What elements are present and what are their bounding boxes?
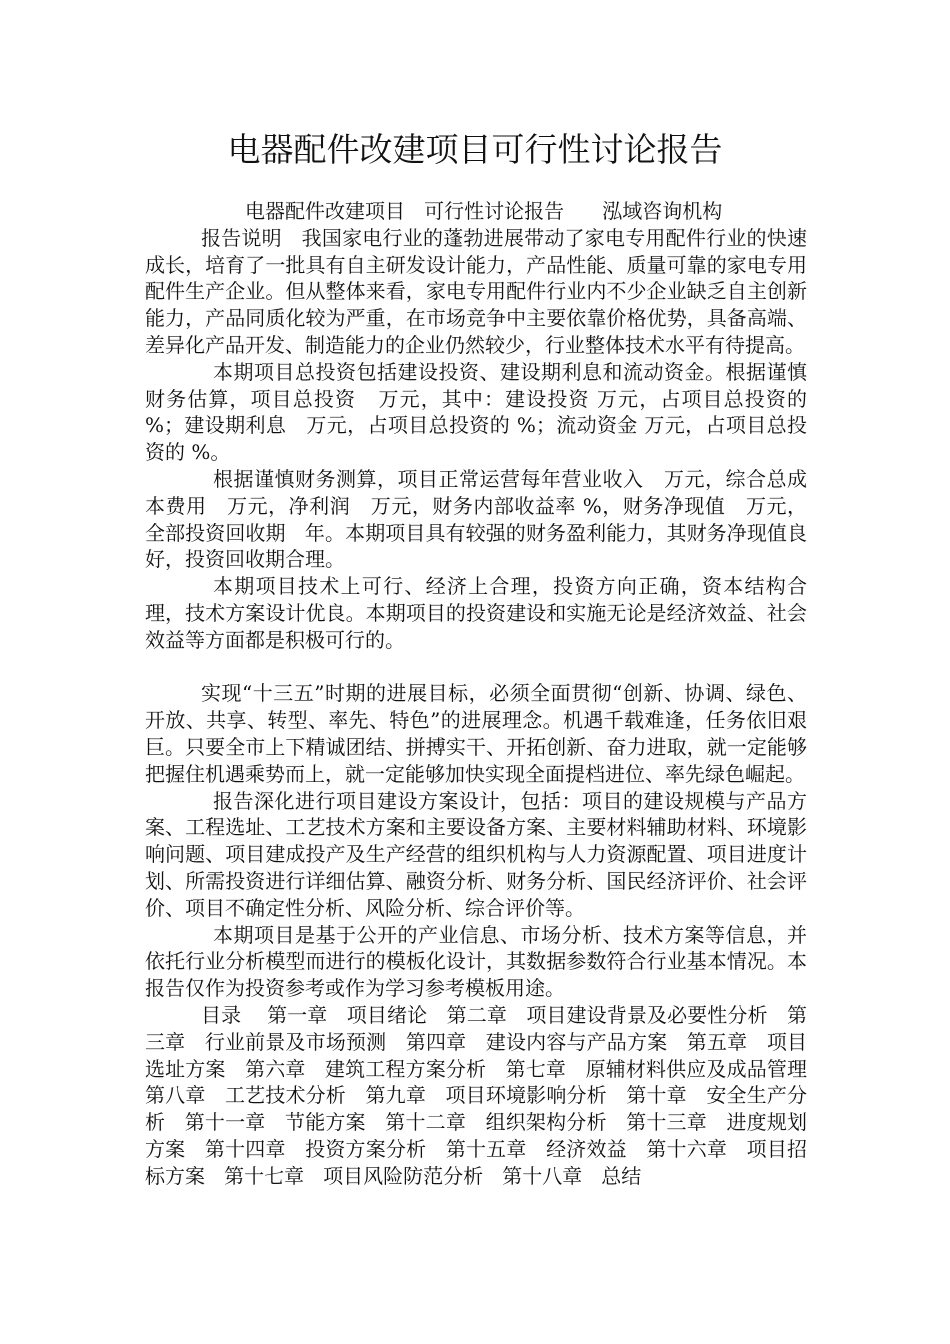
page-title: 电器配件改建项目可行性讨论报告 (227, 130, 723, 169)
paragraph-development-goals: 实现“十三五”时期的进展目标，必须全面贯彻“创新、协调、绿色、开放、共享、转型、率先、特色”的进展理念。机遇千载难逢，任务依旧艰巨。只要全市上下精诚团结、拼搏实干、开拓创新、奋力进取，就一定能够把握住机遇乘势而上，就一定能够加快实现全面提档进位、率先绿色崛起。 (145, 681, 807, 786)
paragraph-report-description: 报告说明 我国家电行业的蓬勃进展带动了家电专用配件行业的快速成长，培育了一批具有自主研发设计能力，产品性能、质量可靠的家电专用配件生产企业。但从整体来看，家电专用配件行业内不少企业缺乏自主创新能力，产品同质化较为严重，在市场竞争中主要依靠价格优势，具备高端、差异化产品开发、制造能力的企业仍然较少，行业整体技术水平有待提高。 (145, 225, 807, 357)
paragraph-feasibility: 本期项目技术上可行、经济上合理，投资方向正确，资本结构合理，技术方案设计优良。本期项目的投资建设和实施无论是经济效益、社会效益等方面都是积极可行的。 (145, 574, 807, 652)
table-of-contents: 目录 第一章 项目绪论 第二章 项目建设背景及必要性分析 第三章 行业前景及市场预测 第四章 建设内容与产品方案 第五章 项目选址方案 第六章 建筑工程方案分析 第七章 原辅材料供应及成品管理 第八章 工艺技术分析 第九章 项目环境影响分析 第十章 安全生产分析 第十一章 节能方案 第十二章 组织架构分析 第十三章 进度规划方案 第十四章 投资方案分析 第十五章 经济效益 第十六章 项目招标方案 第十七章 项目风险防范分析 第十八章 总结 (145, 1002, 827, 1188)
blank-line (145, 654, 807, 681)
paragraph-total-investment: 本期项目总投资包括建设投资、建设期利息和流动资金。根据谨慎财务估算，项目总投资 万元，其中：建设投资 万元，占项目总投资的 %；建设期利息 万元，占项目总投资的 %；流动资金 万元，占项目总投资的 %。 (145, 359, 814, 465)
paragraph-construction-plan: 报告深化进行项目建设方案设计，包括：项目的建设规模与产品方案、工程选址、工艺技术方案和主要设备方案、主要材料辅助材料、环境影响问题、项目建成投产及生产经营的组织机构与人力资源配置、项目进度计划、所需投资进行详细估算、融资分析、财务分析、国民经济评价、社会评价、项目不确定性分析、风险分析、综合评价等。 (145, 788, 807, 920)
document-body (145, 198, 827, 1189)
document-subtitle: 电器配件改建项目 可行性讨论报告 泓域咨询机构 (245, 199, 723, 223)
paragraph-template-note: 本期项目是基于公开的产业信息、市场分析、技术方案等信息，并依托行业分析模型而进行的模板化设计，其数据参数符合行业基本情况。本报告仅作为投资参考或作为学习参考模板用途。 (145, 922, 807, 1001)
paragraph-financial-estimate: 根据谨慎财务测算，项目正常运营每年营业收入 万元，综合总成本费用 万元，净利润 万元，财务内部收益率 %，财务净现值 万元，全部投资回收期 年。本期项目具有较强的财务盈利能力，其财务净现值良好，投资回收期合理。 (145, 466, 807, 572)
